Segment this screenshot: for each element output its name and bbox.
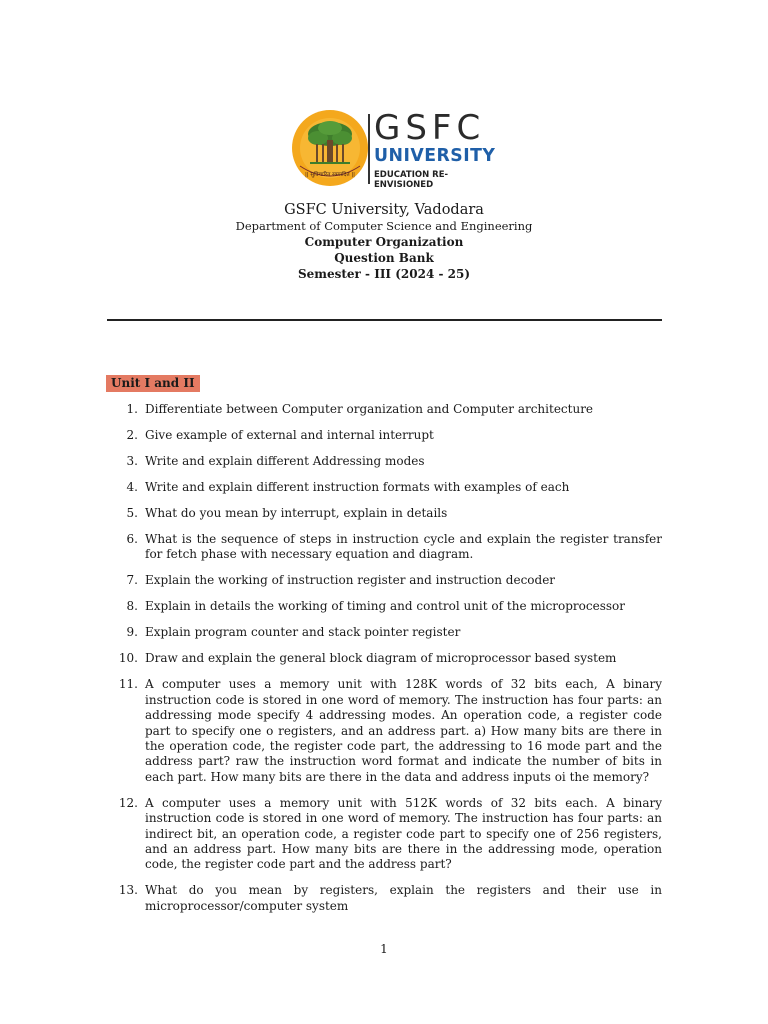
question-item: 8. Explain in details the working of timing and control unit of the microprocessor <box>126 599 625 614</box>
question-item: 2. Give example of external and internal interrupt <box>126 428 434 442</box>
logo-university-text: UNIVERSITY <box>374 145 496 166</box>
university-logo <box>290 108 496 190</box>
semester-label: Semester - III (2024 - 25) <box>297 267 471 281</box>
course-name: Computer Organization <box>304 235 464 249</box>
question-item: 1. Differentiate between Computer organization and Computer architecture <box>126 402 594 416</box>
department-name: Department of Computer Science and Engineering <box>235 219 533 233</box>
horizontal-rule <box>107 319 662 321</box>
logo-wordmark: GSFC <box>374 108 486 148</box>
question-item: 11. A computer uses a memory unit with 128K words of 32 bits each, A binary instruction code is stored in one word of memory. The instruction has four parts: an addressing mode specify 4 addressing modes. An operation code, a register code part to specify one o registers, and an address part. a) How many bits are there in the operation code, the register code part, the addressing to 16 mode part and the address part? raw the instruction word format and indicate the number of bits in each part. How many bits are there in the data and address inputs oi the memory? <box>118 677 662 784</box>
page-number: 1 <box>380 942 388 956</box>
svg-text:|| सुविचारित सम्पादित ||: || सुविचारित सम्पादित || <box>304 172 356 178</box>
question-item: 13. What do you mean by registers, explain the registers and their use in microprocessor/computer system <box>118 883 662 913</box>
question-item: 4. Write and explain different instruction formats with examples of each <box>126 480 570 494</box>
question-item: 7. Explain the working of instruction register and instruction decoder <box>126 573 556 588</box>
logo-divider <box>368 114 370 184</box>
question-item: 3. Write and explain different Addressing modes <box>126 454 425 468</box>
question-item: 12. A computer uses a memory unit with 512K words of 32 bits each. A binary instruction code is stored in one word of memory. The instruction has four parts: an indirect bit, an operation code, a register code part to specify one of 256 registers, and an address part. How many bits are there in the addressing mode, operation code, the register code part and the address part? <box>118 795 662 872</box>
logo-tagline: EDUCATION RE-ENVISIONED <box>374 170 449 190</box>
question-item: 10. Draw and explain the general block diagram of microprocessor based system <box>118 651 617 666</box>
question-item: 5. What do you mean by interrupt, explain in details <box>126 506 448 520</box>
banyan-tree-seal-icon <box>290 108 370 188</box>
question-item: 9. Explain program counter and stack pointer register <box>126 625 461 640</box>
question-list <box>110 402 662 925</box>
unit-section-heading: Unit I and II <box>106 375 200 392</box>
institution-name: GSFC University, Vadodara <box>284 202 484 218</box>
document-title-block <box>0 202 768 282</box>
question-item: 6. What is the sequence of steps in instruction cycle and explain the register transfer for fetch phase with necessary equation and diagram. <box>126 532 662 562</box>
document-type: Question Bank <box>334 251 434 265</box>
